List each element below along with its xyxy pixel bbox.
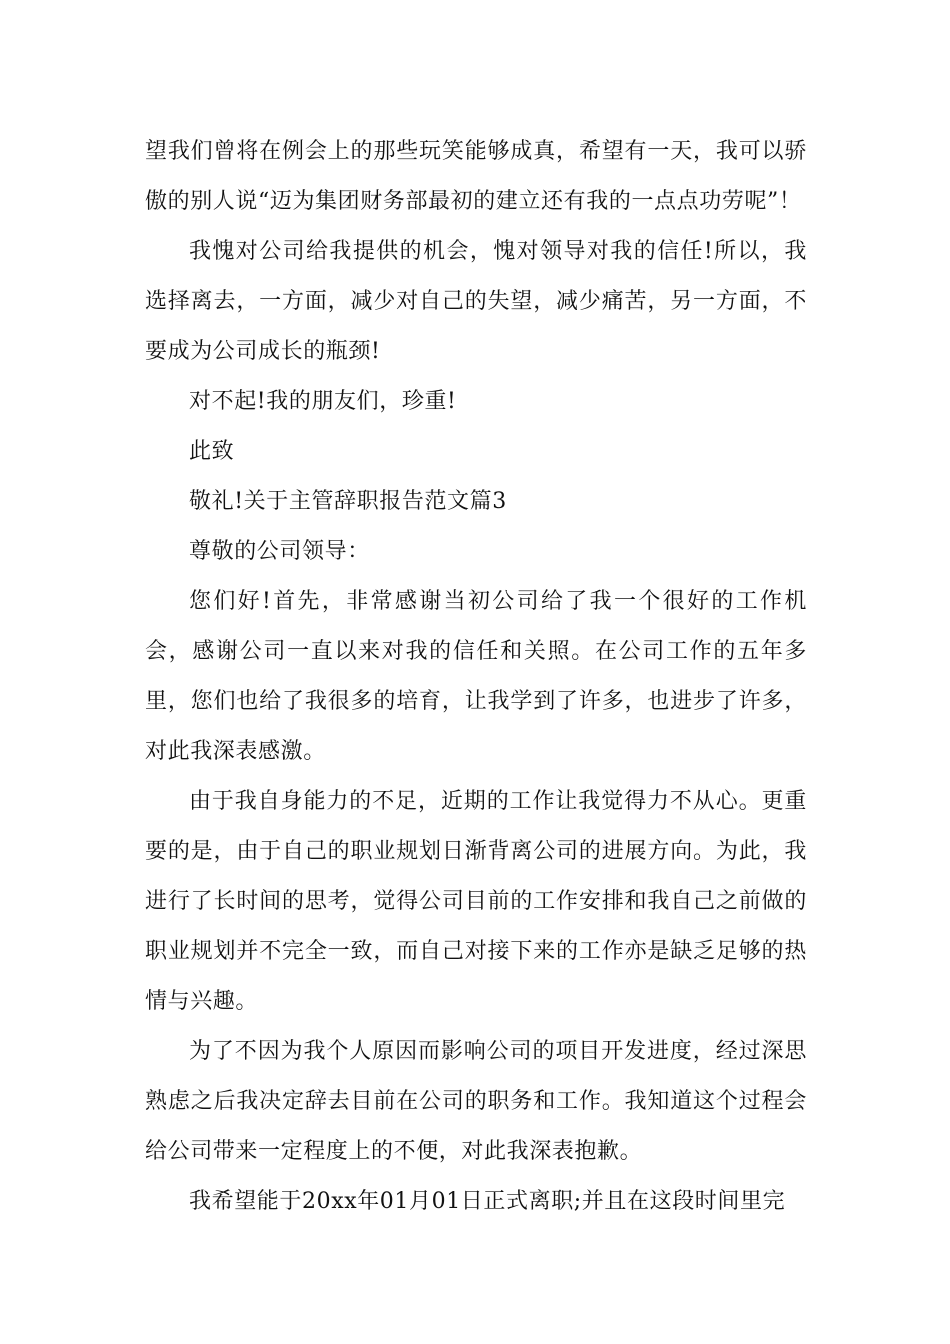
paragraph-farewell: 对不起!我的朋友们，珍重!: [189, 389, 457, 414]
paragraph-decision: 为了不因为我个人原因而影响公司的项目开发进度，经过深思熟虑之后我决定辞去目前在公司的职务和工作。我知道这个过程会给公司带来一定程度上的不便，对此我深表抱歉。: [145, 1039, 807, 1164]
paragraph-reason: 由于我自身能力的不足，近期的工作让我觉得力不从心。更重要的是，由于自己的职业规划日渐背离公司的进展方向。为此，我进行了长时间的思考，觉得公司目前的工作安排和我自己之前做的职业规划并不完全一致，而自己对接下来的工作亦是缺乏足够的热情与兴趣。: [145, 789, 807, 1014]
paragraph-thanks: 您们好!首先，非常感谢当初公司给了我一个很好的工作机会，感谢公司一直以来对我的信任和关照。在公司工作的五年多里，您们也给了我很多的培育，让我学到了许多，也进步了许多，对此我深表感激。: [145, 589, 807, 764]
closing-salutation: 此致: [189, 439, 235, 464]
document-body: [145, 127, 807, 1227]
paragraph-apology: 我愧对公司给我提供的机会，愧对领导对我的信任!所以，我选择离去，一方面，减少对自己的失望，减少痛苦，另一方面，不要成为公司成长的瓶颈!: [145, 239, 807, 364]
paragraph-continuation: 望我们曾将在例会上的那些玩笑能够成真，希望有一天，我可以骄傲的别人说“迈为集团财务部最初的建立还有我的一点点功劳呢”！: [145, 139, 807, 214]
paragraph-date: 我希望能于20xx年01月01日正式离职;并且在这段时间里完: [189, 1189, 786, 1214]
greeting: 尊敬的公司领导：: [189, 539, 370, 564]
section-heading: 敬礼!关于主管辞职报告范文篇3: [189, 489, 507, 514]
